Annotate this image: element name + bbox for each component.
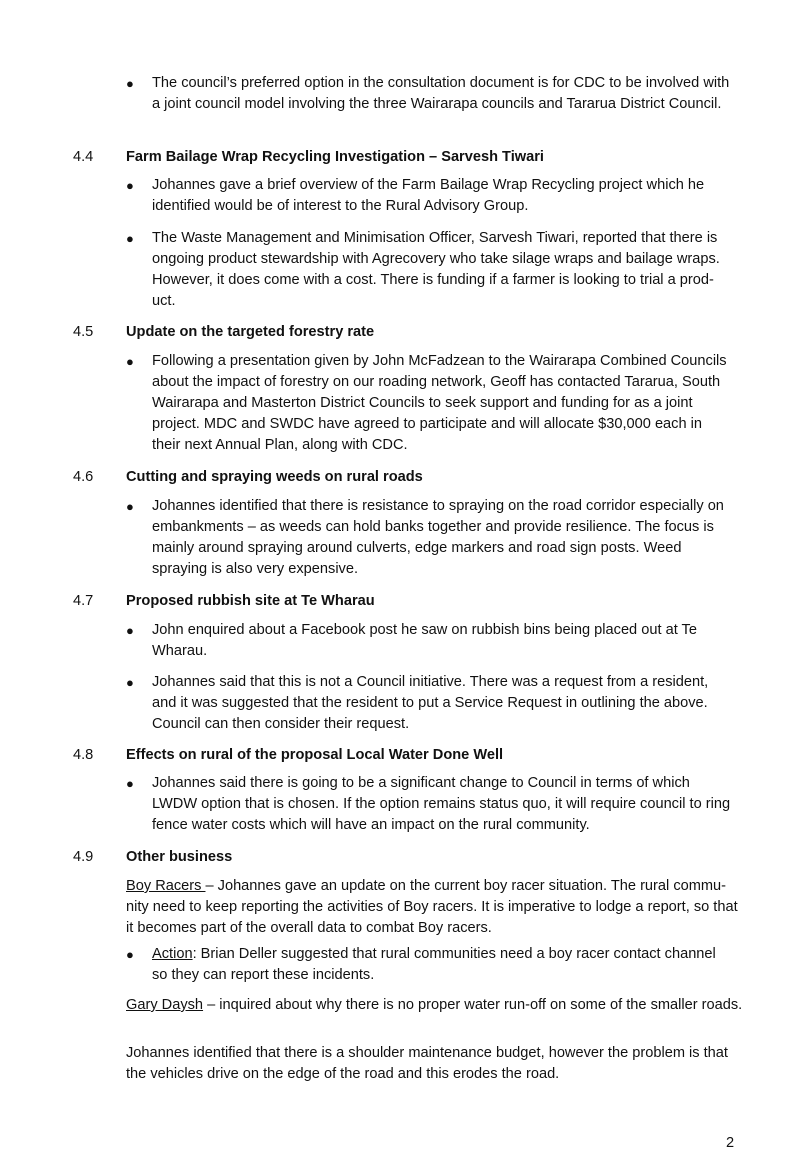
bullet-icon: ● — [126, 76, 134, 91]
section-number: 4.7 — [73, 593, 94, 609]
bullet-text: Johannes gave a brief overview of the Farm Bailage Wrap Recycling project which he identified would be of interest to the Rural Advisory Group. — [152, 177, 705, 214]
section-number: 4.4 — [73, 149, 94, 165]
boy-racers-text: – Johannes gave an update on the current boy racer situation. The rural commu-nity need to keep reporting the activities of Boy racers. It is imperative to lodge a report, so that it becomes part of the overall data to combat Boy racers. — [126, 878, 738, 936]
final-paragraph: Johannes identified that there is a shoulder maintenance budget, however the problem is that the vehicles drive on the edge of the road and this erodes the road. — [126, 1045, 728, 1082]
gary-daysh-text: – inquired about why there is no proper water run-off on some of the smaller roads. — [203, 997, 743, 1013]
section-heading: Farm Bailage Wrap Recycling Investigation – Sarvesh Tiwari — [126, 149, 544, 165]
boy-racers-paragraph — [126, 876, 744, 939]
bullet-icon: ● — [126, 178, 134, 193]
gary-daysh-label: Gary Daysh — [126, 997, 204, 1013]
bullet-icon: ● — [126, 776, 134, 791]
action-text: : Brian Deller suggested that rural communities need a boy racer contact channel so they can report these incidents. — [152, 946, 716, 983]
section-heading: Proposed rubbish site at Te Wharau — [126, 593, 375, 609]
bullet-icon: ● — [126, 947, 134, 962]
bullet-text — [152, 944, 734, 986]
bullet-text: The council’s preferred option in the consultation document is for CDC to be involved with a joint council model involving the three Wairarapa councils and Tararua District Council. — [152, 75, 730, 112]
bullet-text: Johannes said that this is not a Council initiative. There was a request from a resident, and it was suggested that the resident to put a Service Request in outlining the above. Council can then consider their request. — [152, 674, 709, 732]
bullet-icon: ● — [126, 623, 134, 638]
section-heading: Effects on rural of the proposal Local Water Done Well — [126, 747, 504, 763]
action-label: Action — [152, 946, 193, 962]
section-heading: Update on the targeted forestry rate — [126, 324, 375, 340]
section-number: 4.9 — [73, 849, 94, 865]
section-heading: Other business — [126, 849, 233, 865]
section-number: 4.6 — [73, 469, 94, 485]
bullet-icon: ● — [126, 675, 134, 690]
bullet-text: Following a presentation given by John McFadzean to the Wairarapa Combined Councils about the impact of forestry on our roading network, Geoff has contacted Tararua, South Wairarapa and Masterton District Councils to seek support and funding for as a joint project. MDC and SWDC have agreed to participate and will allocate $30,000 each in their next Annual Plan, along with CDC. — [152, 353, 727, 453]
section-number: 4.5 — [73, 324, 94, 340]
page-number: 2 — [726, 1135, 735, 1151]
bullet-text: The Waste Management and Minimisation Officer, Sarvesh Tiwari, reported that there is ongoing product stewardship with Agrecovery who take silage wraps and bailage wraps. However, it does come with a cost. There is funding if a farmer is looking to trial a prod-uct. — [152, 230, 720, 309]
section-number: 4.8 — [73, 747, 94, 763]
bullet-text: John enquired about a Facebook post he saw on rubbish bins being placed out at Te Wharau. — [152, 622, 697, 659]
gary-daysh-paragraph — [126, 995, 744, 1016]
bullet-icon: ● — [126, 354, 134, 369]
boy-racers-label: Boy Racers — [126, 878, 206, 894]
bullet-icon: ● — [126, 499, 134, 514]
bullet-icon: ● — [126, 231, 134, 246]
bullet-text: Johannes identified that there is resistance to spraying on the road corridor especially on embankments – as weeds can hold banks together and provide resilience. The focus is mainly around spraying around culverts, edge markers and road sign posts. Weed spraying is also very expensive. — [152, 498, 724, 577]
section-heading: Cutting and spraying weeds on rural roads — [126, 469, 423, 485]
bullet-text: Johannes said there is going to be a significant change to Council in terms of which LWDW option that is chosen. If the option remains status quo, it will require council to ring fence water costs which will have an impact on the rural community. — [152, 775, 731, 833]
